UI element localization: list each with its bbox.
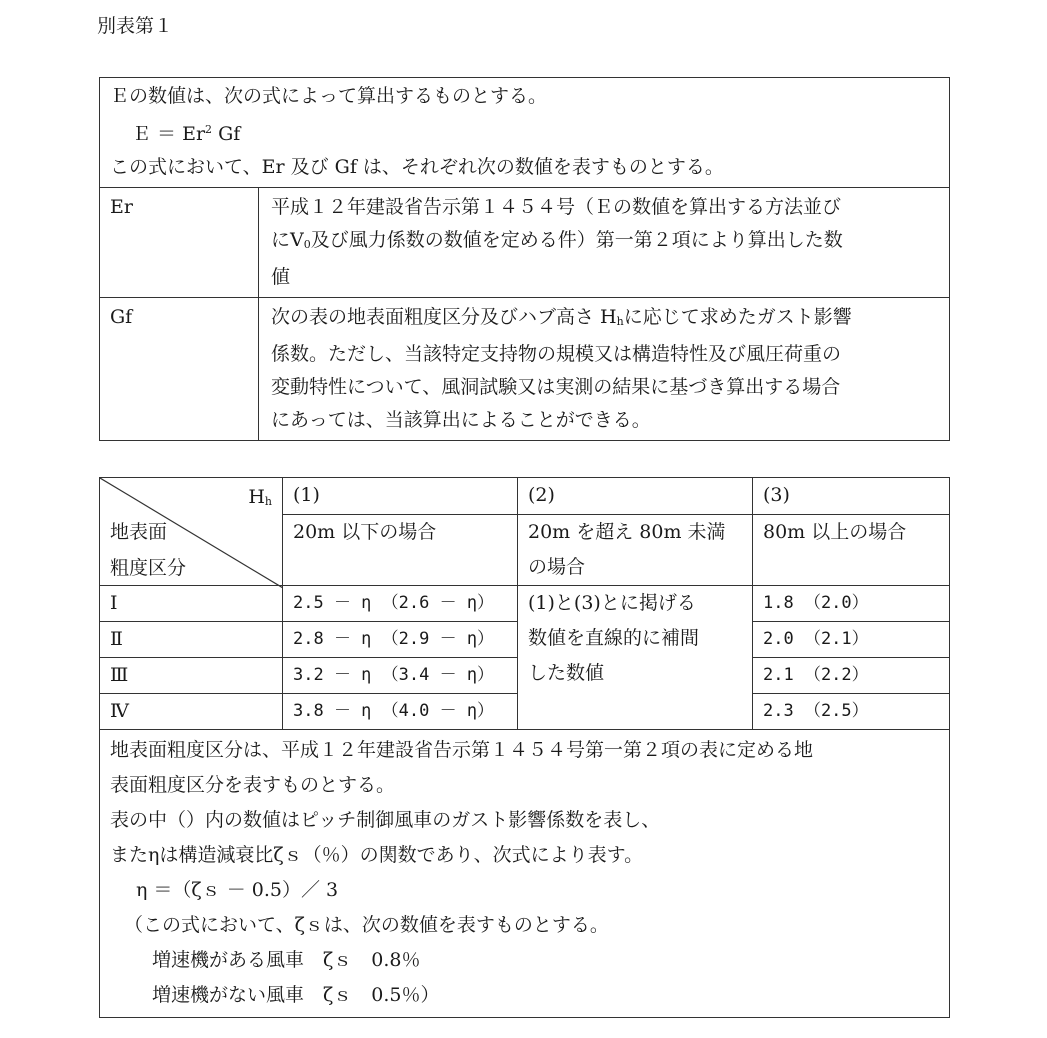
gf-row [100, 298, 950, 441]
interpolation-text: した数値 [528, 662, 605, 684]
roughness-category: Ⅲ [100, 658, 283, 694]
interpolation-cell [518, 586, 753, 730]
hh-subscript: h [616, 315, 624, 328]
column-label-2 [518, 515, 753, 586]
table-row [100, 586, 950, 622]
note-line: 地表面粗度区分は、平成１２年建設省告示第１４５４号第一第２項の表に定める地 [110, 739, 814, 761]
value-col1: 2.5 － η （2.6 － η） [283, 586, 518, 622]
value-col3: 2.3 （2.5） [753, 694, 950, 730]
er-row [100, 188, 950, 298]
column-label-1 [283, 515, 518, 586]
roughness-category: Ⅳ [100, 694, 283, 730]
corner-header-cell [100, 478, 283, 586]
er-desc-line: 平成１２年建設省告示第１４５４号（Ｅの数値を算出する方法並び [271, 196, 842, 218]
roughness-header-line1: 地表面 [110, 521, 168, 543]
gf-label: Gf [100, 298, 259, 441]
interpolation-text: (1)と(3)とに掲げる [528, 592, 696, 614]
formula-where-text: この式において、Er 及び Gf は、それぞれ次の数値を表すものとする。 [110, 156, 724, 178]
hub-height-symbol: H [248, 486, 265, 508]
formula-rhs: Gf [212, 123, 241, 145]
document-title: 別表第１ [97, 15, 174, 37]
notes-row [100, 730, 950, 1018]
column-label-text: の場合 [528, 556, 586, 578]
value-col1: 3.8 － η （4.0 － η） [283, 694, 518, 730]
column-label-3 [753, 515, 950, 586]
value-col3: 2.0 （2.1） [753, 622, 950, 658]
formula-intro-text: Ｅの数値は、次の式によって算出するものとする。 [110, 85, 548, 107]
column-number-1: (1) [283, 478, 518, 515]
er-desc-fragment: にV [271, 229, 304, 251]
roughness-category: Ⅱ [100, 622, 283, 658]
hub-height-header [248, 480, 272, 519]
column-label-text: 20m を超え 80m 未満 [528, 521, 726, 543]
column-label-text: 20m 以下の場合 [293, 521, 437, 543]
notes-cell [100, 730, 950, 1018]
formula-intro-row [100, 78, 950, 188]
gust-factor-table [99, 477, 950, 1018]
formula-intro-cell [100, 78, 950, 188]
roughness-category: Ⅰ [100, 586, 283, 622]
er-label: Er [100, 188, 259, 298]
gf-desc-line [271, 301, 943, 338]
value-col3: 2.1 （2.2） [753, 658, 950, 694]
er-desc-fragment: 及び風力係数の数値を定める件）第一第２項により算出した数 [310, 229, 843, 251]
gust-header-num-row [100, 478, 950, 515]
column-number-2: (2) [518, 478, 753, 515]
eta-formula: η ＝（ζｓ － 0.5）／ 3 [136, 879, 339, 901]
value-col1: 3.2 － η （3.4 － η） [283, 658, 518, 694]
v0-subscript: 0 [303, 238, 311, 251]
formula-exponent: 2 [205, 123, 213, 136]
gf-desc-fragment: 次の表の地表面粗度区分及びハブ高さ H [271, 306, 617, 328]
er-desc-line: 値 [271, 266, 291, 288]
formula-lhs: Ｅ ＝ Er [132, 123, 206, 145]
note-line: またηは構造減衰比ζｓ（％）の関数であり、次式により表す。 [110, 844, 644, 866]
formula-expression [110, 113, 943, 151]
gf-desc-line: 係数。ただし、当該特定支持物の規模又は構造特性及び風圧荷重の [271, 343, 842, 365]
value-col1: 2.8 － η （2.9 － η） [283, 622, 518, 658]
gf-desc-line: 変動特性について、風洞試験又は実測の結果に基づき算出する場合 [271, 376, 841, 398]
damping-ratio-geared: 増速機がある風車 ζｓ 0.8％ [152, 949, 421, 971]
formula-table [99, 77, 950, 441]
note-line: （この式において、ζｓは、次の数値を表すものとする。 [124, 914, 609, 936]
roughness-header-line2: 粗度区分 [110, 557, 187, 579]
gf-description [259, 298, 950, 441]
note-line: 表面粗度区分を表すものとする。 [110, 774, 396, 796]
er-description [259, 188, 950, 298]
damping-ratio-gearless: 増速機がない風車 ζｓ 0.5％） [152, 984, 440, 1006]
interpolation-text: 数値を直線的に補間 [528, 627, 700, 649]
gf-desc-line: にあっては、当該算出によることができる。 [271, 409, 651, 431]
note-line: 表の中（）内の数値はピッチ制御風車のガスト影響係数を表し、 [110, 809, 661, 831]
column-label-text: 80m 以上の場合 [763, 521, 907, 543]
value-col3: 1.8 （2.0） [753, 586, 950, 622]
er-desc-line [271, 224, 943, 261]
gf-desc-fragment: に応じて求めたガスト影響 [623, 306, 852, 328]
column-number-3: (3) [753, 478, 950, 515]
hub-height-subscript: h [264, 495, 272, 508]
